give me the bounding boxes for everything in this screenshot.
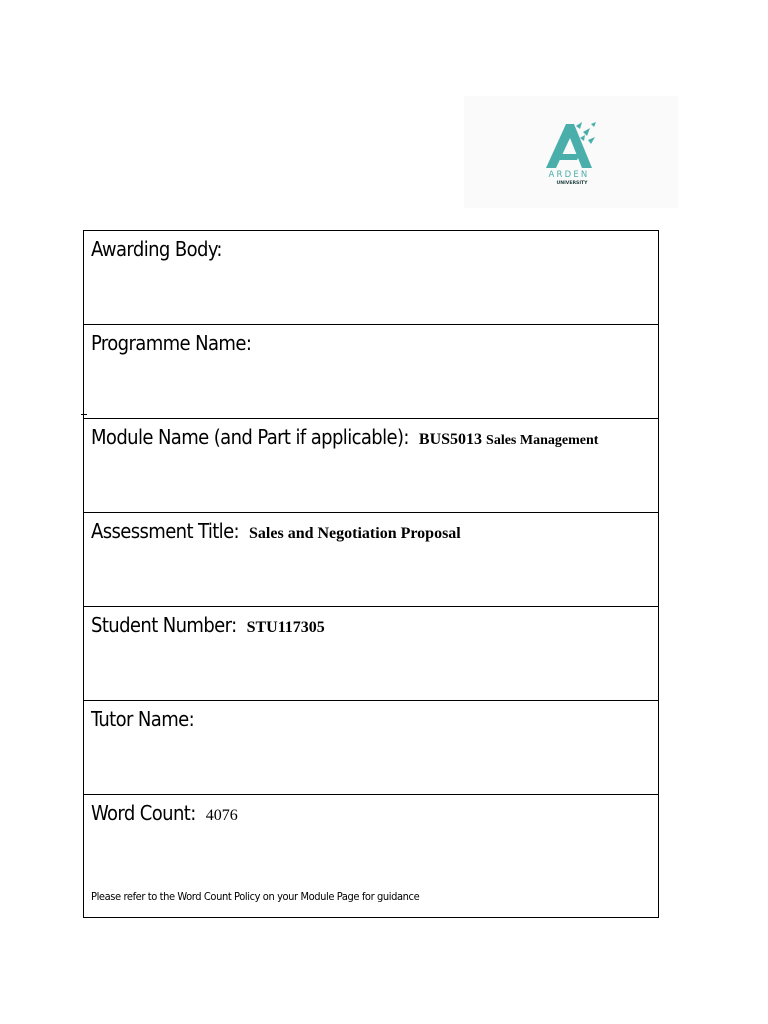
student-number-label: Student Number: [91, 613, 237, 637]
module-name-row [84, 419, 658, 513]
module-title-value: Sales Management [486, 433, 599, 448]
word-count-policy-note: Please refer to the Word Count Policy on your Module Page for guidance [91, 890, 420, 903]
word-count-label: Word Count: [91, 801, 196, 825]
tutor-name-label: Tutor Name: [91, 707, 195, 731]
word-count-value: 4076 [205, 807, 238, 824]
student-number-row [84, 607, 658, 701]
programme-name-row [84, 325, 658, 419]
tutor-name-row [84, 701, 658, 795]
programme-name-label: Programme Name: [91, 331, 252, 355]
awarding-body-label: Awarding Body: [91, 237, 222, 261]
module-name-label: Module Name (and Part if applicable): [91, 425, 409, 449]
assessment-title-row [84, 513, 658, 607]
arden-university-logo [464, 96, 678, 208]
assignment-cover-table [83, 230, 659, 918]
assessment-title-label: Assessment Title: [91, 519, 240, 543]
logo-name-line2: UNIVERSITY [556, 181, 588, 186]
logo-name-line1: ARDEN [548, 170, 590, 180]
word-count-row [84, 795, 658, 917]
student-number-value: STU117305 [246, 619, 325, 636]
awarding-body-row [84, 231, 658, 325]
module-row-tick [81, 414, 87, 420]
assessment-title-value: Sales and Negotiation Proposal [249, 525, 461, 542]
arden-logo-icon [464, 96, 678, 208]
module-code-value: BUS5013 [418, 431, 483, 448]
